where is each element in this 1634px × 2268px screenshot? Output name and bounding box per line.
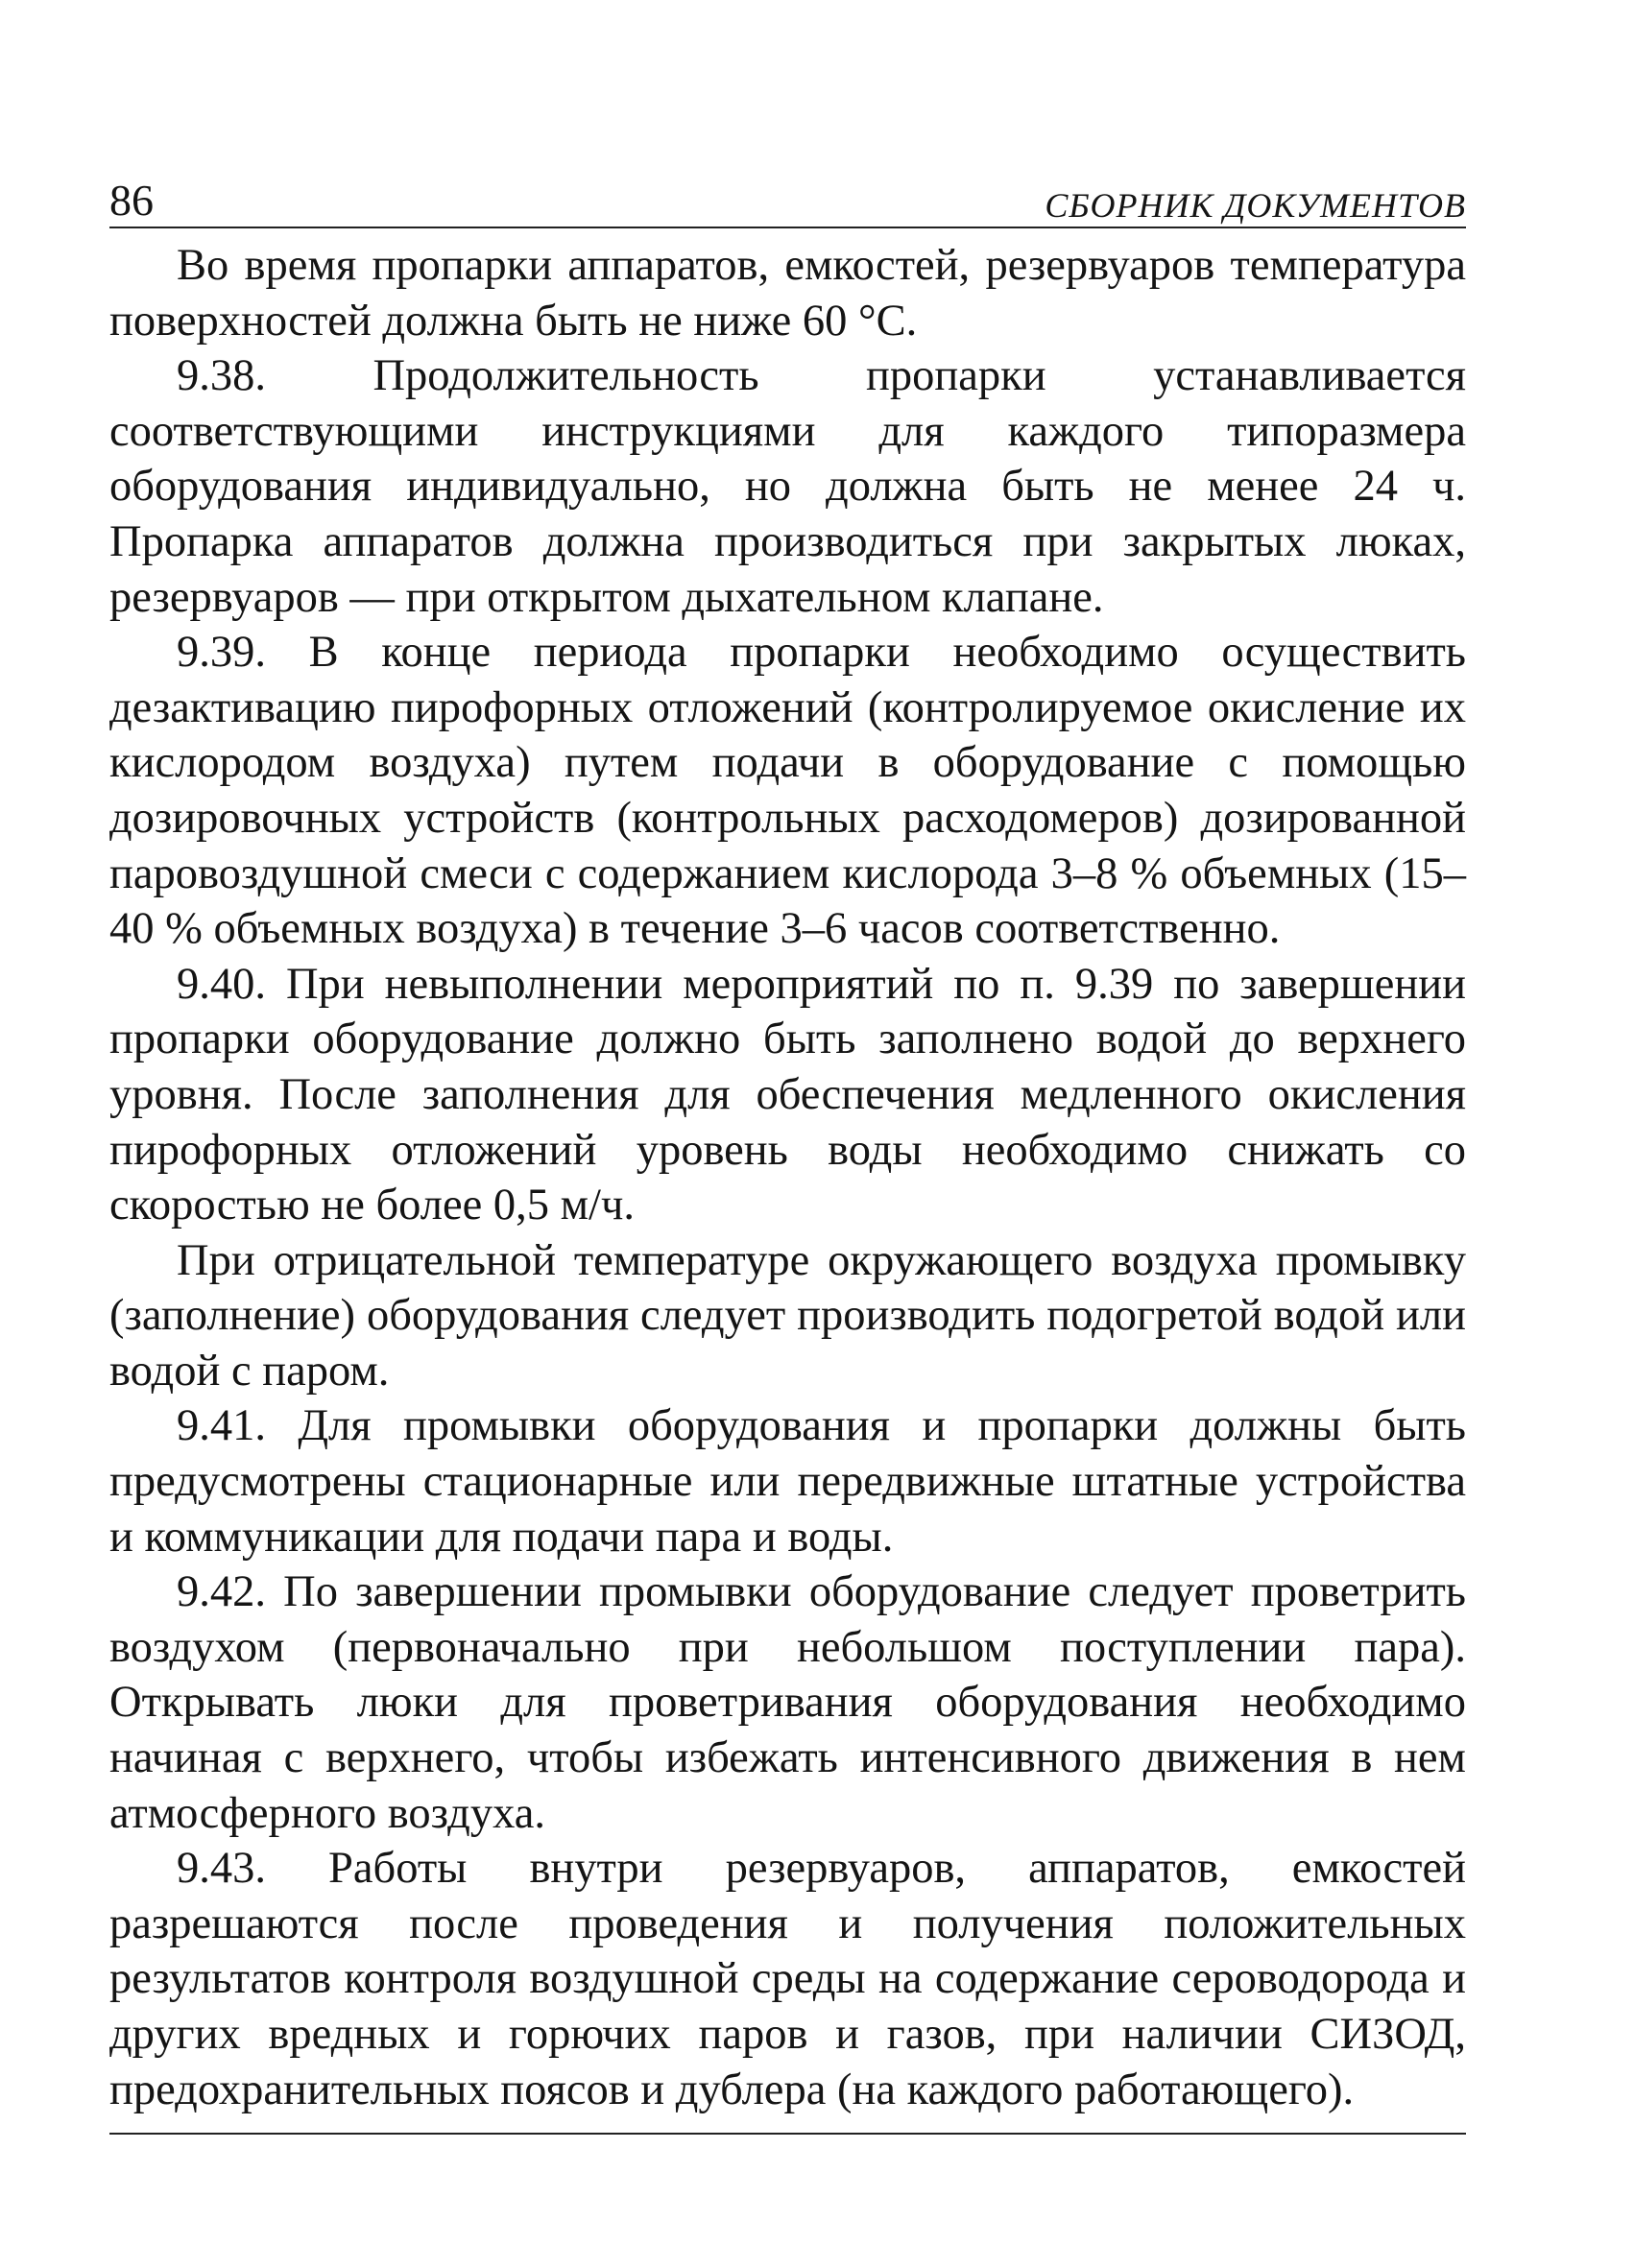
running-header — [109, 171, 1466, 228]
paragraph-negative-temperature: При отрицательной температуре окружающего воздуха промывку (заполнение) оборудования следует производить подогретой водой или водой с паром. — [109, 1235, 1466, 1396]
body-text — [109, 238, 1466, 2117]
paragraph-9-39: 9.39. В конце периода пропарки необходимо осуществить дезактивацию пирофорных отложений (контролируемое окисление их кислородом воздуха) путем подачи в оборудование с помощью дозировочных устройств (контрольных расходомеров) дозированной паровоздушной смеси с содержанием кислорода 3–8 % объемных (15–40 % объемных воздуха) в течение 3–6 часов соответственно. — [109, 628, 1466, 954]
paragraph-intro-temperature: Во время пропарки аппаратов, емкостей, резервуаров температура поверхностей должна быть не ниже 60 °С. — [109, 241, 1466, 346]
paragraph-9-38: 9.38. Продолжительность пропарки устанавливается соответствующими инструкциями для каждого типоразмера оборудования индивидуально, но должна быть не менее 24 ч. Пропарка аппаратов должна производиться при закрытых люках, резервуаров — при открытом дыхательном клапане. — [109, 351, 1466, 622]
collection-title: СБОРНИК ДОКУМЕНТОВ — [1045, 186, 1466, 225]
bottom-rule — [109, 2133, 1466, 2135]
document-page — [109, 171, 1466, 2135]
paragraph-9-41: 9.41. Для промывки оборудования и пропарки должны быть предусмотрены стационарные или передвижные штатные устройства и коммуникации для подачи пара и воды. — [109, 1401, 1466, 1562]
paragraph-9-40: 9.40. При невыполнении мероприятий по п. 9.39 по завершении пропарки оборудование должно быть заполнено водой до верхнего уровня. После заполнения для обеспечения медленного окисления пирофорных отложений уровень воды необходимо снижать со скоростью не более 0,5 м/ч. — [109, 959, 1466, 1230]
paragraph-9-43: 9.43. Работы внутри резервуаров, аппаратов, емкостей разрешаются после проведения и получения положительных результатов контроля воздушной среды на содержание сероводорода и других вредных и горючих паров и газов, при наличии СИЗОД, предохранительных поясов и дублера (на каждого работающего). — [109, 1844, 1466, 2114]
paragraph-9-42: 9.42. По завершении промывки оборудование следует проветрить воздухом (первоначально при небольшом поступлении пара). Открывать люки для проветривания оборудования необходимо начиная с верхнего, чтобы избежать интенсивного движения в нем атмосферного воздуха. — [109, 1567, 1466, 1838]
page-number: 86 — [109, 176, 154, 225]
